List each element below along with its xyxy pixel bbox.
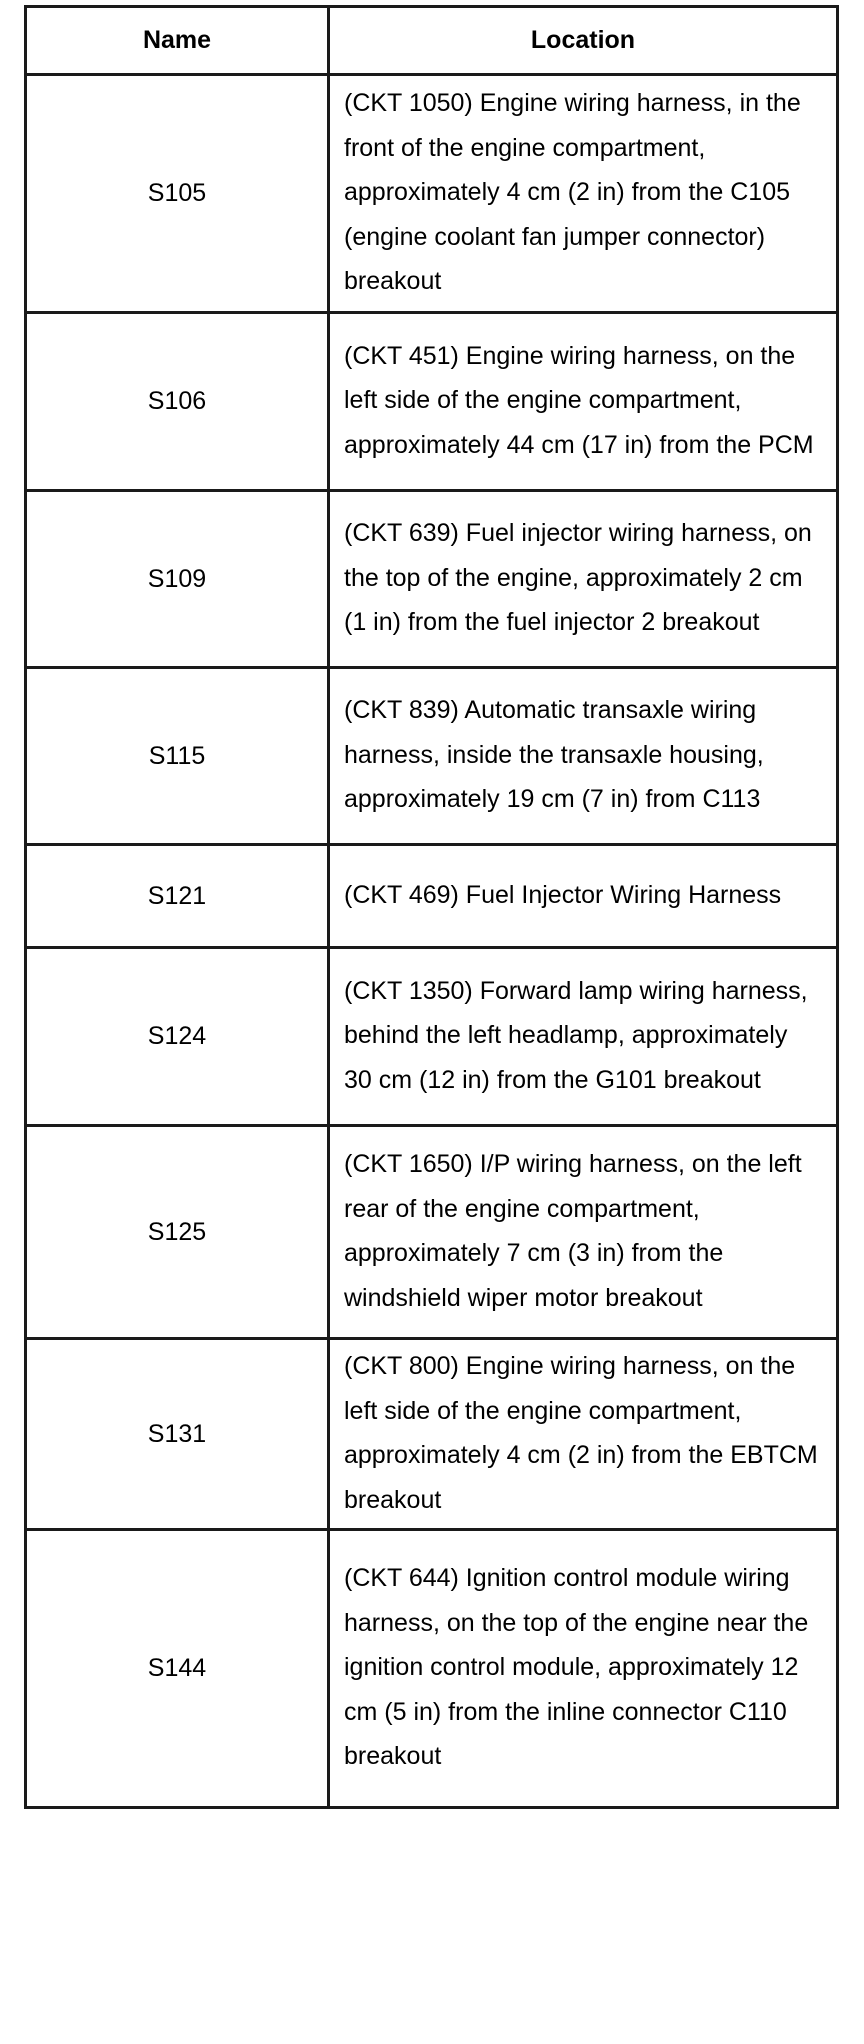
splice-location: (CKT 800) Engine wiring harness, on the left side of the engine compartment, approximately 4 cm (2 in) from the EBTCM breakout	[329, 1339, 838, 1530]
table-row	[26, 491, 838, 668]
header-name: Name	[26, 7, 329, 75]
splice-location: (CKT 1650) I/P wiring harness, on the left rear of the engine compartment, approximately 7 cm (3 in) from the windshield wiper motor breakout	[329, 1126, 838, 1339]
splice-name: S121	[26, 845, 329, 948]
splice-name: S125	[26, 1126, 329, 1339]
splice-name: S106	[26, 313, 329, 491]
splice-location: (CKT 469) Fuel Injector Wiring Harness	[329, 845, 838, 948]
table-row	[26, 668, 838, 845]
splice-name: S105	[26, 75, 329, 313]
splice-name: S115	[26, 668, 329, 845]
splice-name: S144	[26, 1530, 329, 1808]
table-header-row	[26, 7, 838, 75]
splice-location: (CKT 1050) Engine wiring harness, in the front of the engine compartment, approximately 4 cm (2 in) from the C105 (engine coolant fan jumper connector) breakout	[329, 75, 838, 313]
table-row	[26, 313, 838, 491]
splice-location: (CKT 839) Automatic transaxle wiring harness, inside the transaxle housing, approximately 19 cm (7 in) from C113	[329, 668, 838, 845]
table-row	[26, 845, 838, 948]
splice-name: S124	[26, 948, 329, 1126]
table-row	[26, 1339, 838, 1530]
table-row	[26, 1530, 838, 1808]
table-row	[26, 948, 838, 1126]
splice-location-table	[24, 5, 839, 1809]
splice-location: (CKT 451) Engine wiring harness, on the left side of the engine compartment, approximately 44 cm (17 in) from the PCM	[329, 313, 838, 491]
splice-location: (CKT 1350) Forward lamp wiring harness, behind the left headlamp, approximately 30 cm (12 in) from the G101 breakout	[329, 948, 838, 1126]
splice-name: S131	[26, 1339, 329, 1530]
splice-location: (CKT 644) Ignition control module wiring harness, on the top of the engine near the ignition control module, approximately 12 cm (5 in) from the inline connector C110 breakout	[329, 1530, 838, 1808]
splice-name: S109	[26, 491, 329, 668]
table-row	[26, 1126, 838, 1339]
splice-location: (CKT 639) Fuel injector wiring harness, on the top of the engine, approximately 2 cm (1 in) from the fuel injector 2 breakout	[329, 491, 838, 668]
header-location: Location	[329, 7, 838, 75]
table-row	[26, 75, 838, 313]
